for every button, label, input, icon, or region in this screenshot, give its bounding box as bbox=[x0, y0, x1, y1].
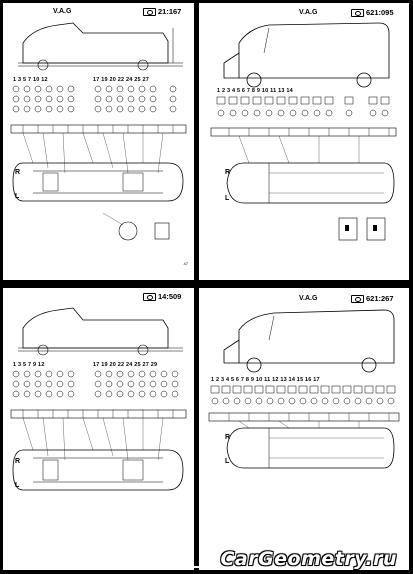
watermark-logo: CarGeometry.ru bbox=[220, 548, 397, 570]
page-1 bbox=[3, 3, 194, 280]
page-2-code bbox=[351, 8, 394, 17]
page-4-header: V.A.G bbox=[299, 295, 318, 302]
page-3-label-r: R bbox=[15, 458, 21, 465]
page-3-code bbox=[143, 292, 181, 301]
page-2-label-r: R bbox=[225, 169, 231, 176]
page-2-code-text: 621:095 bbox=[366, 8, 394, 17]
page-3-drawing bbox=[3, 288, 194, 570]
page-4-code bbox=[351, 294, 394, 303]
page-4-code-text: 621:267 bbox=[366, 294, 394, 303]
page-4 bbox=[199, 288, 409, 570]
page-3-numbers-right: 17 19 20 22 24 25 27 29 bbox=[93, 362, 158, 368]
page-1-label-l: L bbox=[15, 193, 20, 200]
page-4-label-r: R bbox=[225, 434, 231, 441]
page-1-code bbox=[143, 7, 181, 16]
page-2-numbers: 1 2 3 4 5 6 7 8 9 10 11 13 14 bbox=[217, 88, 293, 94]
page-1-label-r: R bbox=[15, 169, 21, 176]
camera-icon bbox=[351, 295, 364, 303]
page-2-header: V.A.G bbox=[299, 9, 318, 16]
page-4-drawing bbox=[199, 288, 409, 570]
page-4-numbers: 1 2 3 4 5 6 7 8 9 10 11 12 13 14 15 16 17 bbox=[211, 377, 320, 383]
page-2-label-l: L bbox=[225, 195, 230, 202]
camera-icon bbox=[143, 8, 156, 16]
page-3-label-l: L bbox=[15, 482, 20, 489]
page-3-numbers-left: 1 3 5 7 9 12 bbox=[13, 362, 45, 368]
camera-icon bbox=[143, 293, 156, 301]
page-3-code-text: 14:509 bbox=[158, 292, 182, 301]
page-2 bbox=[199, 3, 409, 280]
page-1-numbers-left: 1 3 5 7 10 12 bbox=[13, 77, 48, 83]
page-1-code-text: 21:167 bbox=[158, 7, 182, 16]
page-1-numbers-right: 17 19 20 22 24 25 27 bbox=[93, 77, 149, 83]
camera-icon bbox=[351, 9, 364, 17]
page-1-header: V.A.G bbox=[53, 8, 72, 15]
page-3 bbox=[3, 288, 194, 570]
page-2-drawing bbox=[199, 3, 409, 280]
page-1-drawing bbox=[3, 3, 194, 280]
page-1-number: 47 bbox=[183, 261, 188, 266]
page-4-label-l: L bbox=[225, 458, 230, 465]
